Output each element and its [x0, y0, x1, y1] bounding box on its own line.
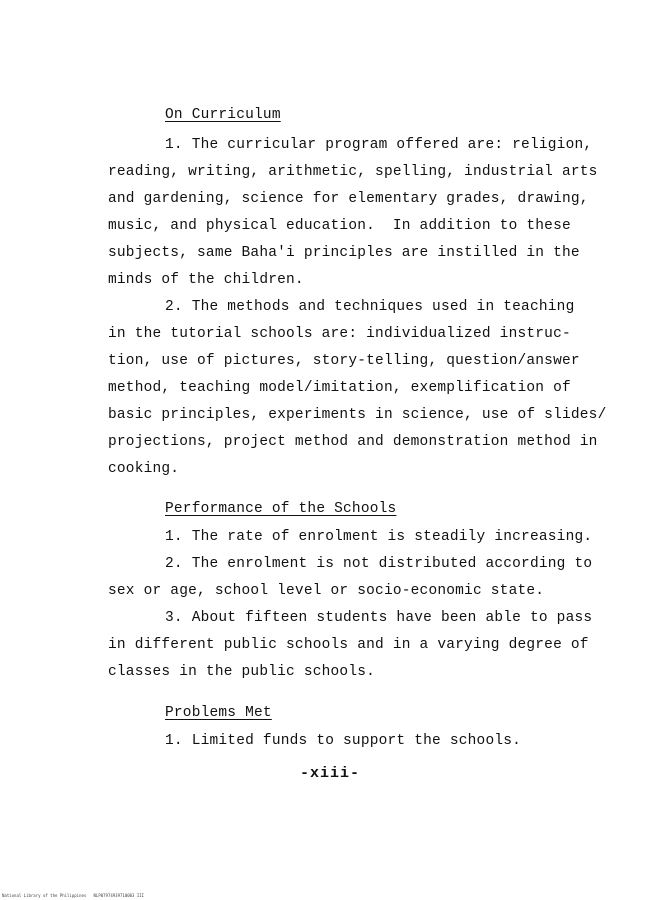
text-line: 1. Limited funds to support the schools. — [165, 733, 522, 749]
text-line: 1. The curricular program offered are: religion, — [165, 137, 593, 153]
text-line: in different public schools and in a varying degree of — [108, 637, 589, 653]
section-heading-problems: Problems Met — [165, 705, 272, 721]
footer-note: National Library of the Philippines NLP07974939710003 III — [2, 893, 145, 898]
text-line: sex or age, school level or socio-economic state. — [108, 583, 545, 599]
text-line: and gardening, science for elementary grades, drawing, — [108, 191, 589, 207]
text-line: basic principles, experiments in science, use of slides/ — [108, 407, 607, 423]
text-line: minds of the children. — [108, 272, 304, 288]
text-line: subjects, same Baha'i principles are instilled in the — [108, 245, 580, 261]
text-line: projections, project method and demonstration method in — [108, 434, 598, 450]
section-heading-performance: Performance of the Schools — [165, 501, 397, 517]
text-line: 1. The rate of enrolment is steadily increasing. — [165, 529, 593, 545]
text-line: 3. About fifteen students have been able to pass — [165, 610, 593, 626]
text-line: classes in the public schools. — [108, 664, 376, 680]
text-line: 2. The methods and techniques used in teaching — [165, 299, 575, 315]
text-line: 2. The enrolment is not distributed according to — [165, 556, 593, 572]
text-line: music, and physical education. In addition to these — [108, 218, 571, 234]
text-line: reading, writing, arithmetic, spelling, industrial arts — [108, 164, 598, 180]
section-heading-curriculum: On Curriculum — [165, 107, 281, 123]
page-number: -xiii- — [300, 765, 361, 782]
text-line: method, teaching model/imitation, exemplification of — [108, 380, 571, 396]
text-line: in the tutorial schools are: individualized instruc- — [108, 326, 571, 342]
text-line: cooking. — [108, 461, 180, 477]
text-line: tion, use of pictures, story-telling, question/answer — [108, 353, 580, 369]
